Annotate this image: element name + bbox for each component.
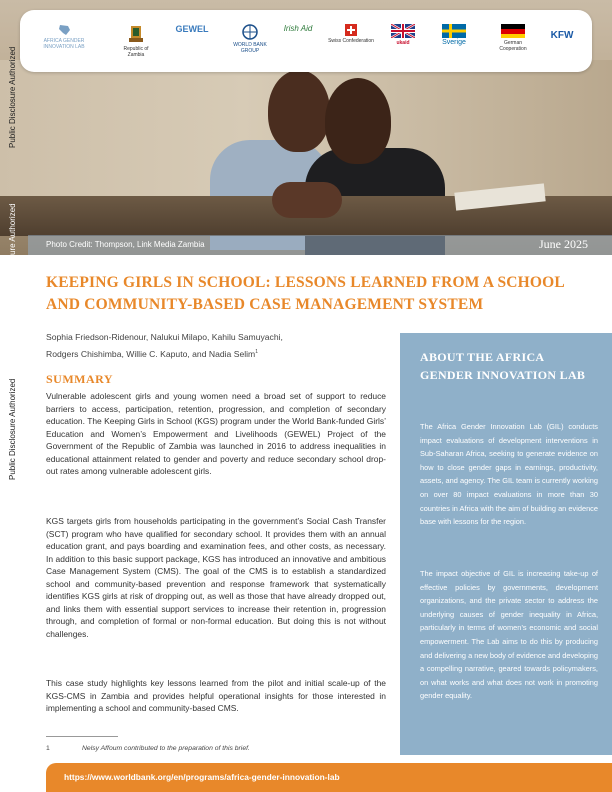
- photo-girl-head: [268, 70, 330, 152]
- ukaid-logo: ukaid: [388, 24, 418, 46]
- about-paragraph-2: The impact objective of GIL is increasing take-up of effective policies by governments, development organizations, and the private sector to address the underlying causes of gender inequality in Africa, particularly in terms of women’s economic and social empowerment. The Lab aims to do this by producing and delivering a new body of evidence and developing a compelling narrative, geared towards policymakers, on what works and what does not work in promoting gender equality.: [420, 569, 598, 701]
- world-bank-logo: WORLD BANK GROUP: [224, 24, 276, 54]
- swiss-confederation-logo: Swiss Confederation: [326, 24, 376, 44]
- partner-logo-bar: [20, 10, 592, 72]
- author-list: [46, 330, 386, 362]
- side-label-middle: ure Authorized: [8, 203, 17, 255]
- program-url-link[interactable]: https://www.worldbank.org/en/programs/africa-gender-innovation-lab: [64, 772, 340, 782]
- summary-paragraph-3: This case study highlights key lessons learned from the pilot and initial scale-up of the KGS-CMS in Zambia and provides helpful operational insights for those interested in implementing a school and community-based CMS.: [46, 678, 386, 713]
- gewel-logo: GEWEL: [175, 24, 209, 34]
- world-bank-globe-icon: [242, 24, 258, 40]
- authors-line-2: Rodgers Chishimba, Willie C. Kaputo, and Nadia Selim$^1$: [46, 348, 258, 359]
- swiss-flag-icon: [345, 24, 357, 36]
- footnote-divider: [46, 736, 118, 737]
- photo-heart-hands: [272, 182, 342, 218]
- gender-innovation-lab-logo: AFRICA GENDER INNOVATION LAB: [34, 24, 94, 50]
- irish-aid-logo: Irish Aid: [283, 24, 313, 33]
- coat-of-arms-icon: [127, 24, 145, 44]
- footnote-text: Nelsy Affoum contributed to the preparation of this brief.: [82, 745, 250, 752]
- authors-line-1: Sophia Friedson-Ridenour, Nalukui Milapo, Kahilu Samuyachi,: [46, 332, 283, 342]
- union-jack-icon: [391, 24, 415, 38]
- photo-woman-head: [325, 78, 391, 164]
- about-paragraph-1: The Africa Gender Innovation Lab (GIL) conducts impact evaluations of development interventions in Sub-Saharan Africa, seeking to generate evidence on how to close gender gaps in earnings, productivity, assets, and agency. The GIL team is currently working on over 80 impact evaluations in more than 30 countries in Africa with the aim of building an evidence base with lessons for the region.: [420, 422, 598, 527]
- summary-paragraph-2: KGS targets girls from households participating in the government’s Social Cash Transfer (SCT) program who have qualified for secondary school. It provides them with an annual education grant, and pays boarding and examination fees, and other costs, as necessary. In addition to this basic support package, KGS has introduced an innovative and ambitious Case Management System (CMS). The goal of the CMS is to establish a standardized school and community-based prevention and response framework that systematically identifies KGS girls at risk of dropping out, as well as those that have already dropped out, and links them with essential support services to increase their retention in, progression through, and completion of formal or non-formal education. But doing this is not without challenges.: [46, 516, 386, 639]
- kfw-logo: KFW: [550, 30, 574, 41]
- side-label-bottom: Public Disclosure Authorized: [8, 378, 17, 480]
- side-label-top: Public Disclosure Authorized: [8, 46, 17, 148]
- photo-credit: Photo Credit: Thompson, Link Media Zambia: [46, 240, 205, 249]
- zambia-coat-of-arms-logo: Republic of Zambia: [116, 24, 156, 58]
- summary-heading: SUMMARY: [46, 372, 114, 386]
- summary-paragraph-1: Vulnerable adolescent girls and young women need a broad set of support to reduce barriers to access, participation, retention, progression, and completion of secondary education. The Keeping Girls in School (KGS) program under the World Bank-funded Girls’ Education and Women’s Empowerment and Livelihoods (GEWEL) Project of the Government of the Republic of Zambia was launched in 2016 to address inequalities in educational attainment related to gender and poverty and reduce secondary school drop-out rates among vulnerable adolescent girls.: [46, 391, 386, 476]
- sweden-flag-icon: [442, 24, 466, 38]
- germany-flag-icon: [501, 24, 525, 38]
- about-heading: ABOUT THE AFRICA GENDER INNOVATION LAB: [420, 350, 586, 382]
- africa-map-icon: [56, 24, 72, 36]
- publication-date: June 2025: [539, 237, 588, 251]
- german-cooperation-logo: German Cooperation: [490, 24, 536, 52]
- footnote: [46, 745, 250, 752]
- footnote-mark: 1: [255, 349, 258, 355]
- sverige-logo: Sverige: [426, 24, 482, 46]
- footnote-number: 1: [46, 745, 50, 752]
- page-title: KEEPING GIRLS IN SCHOOL: LESSONS LEARNED FROM A SCHOOL AND COMMUNITY-BASED CASE MANAGEMENT SYSTEM: [46, 274, 565, 313]
